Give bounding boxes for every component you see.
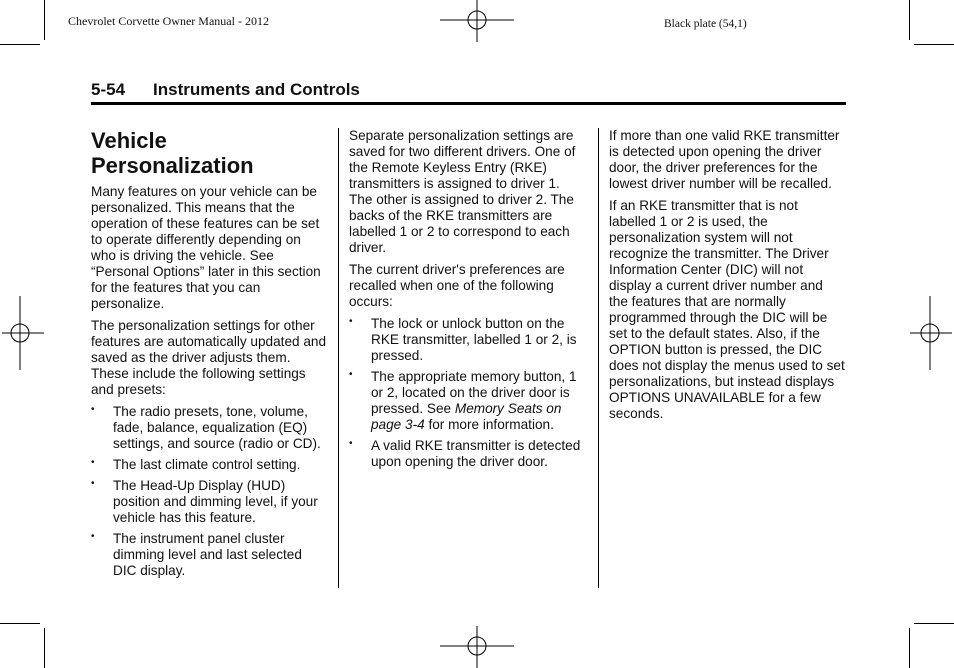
paragraph: The current driver's preferences are recalled when one of the following occurs: <box>349 262 565 309</box>
registration-mark-bottom-icon <box>440 624 516 668</box>
crop-mark-bottom-left-h <box>0 623 40 624</box>
list-item: • The last climate control setting. <box>91 457 327 473</box>
column-2 <box>349 128 585 476</box>
crop-mark-bottom-right-h <box>914 623 954 624</box>
manual-title-header: Chevrolet Corvette Owner Manual - 2012 <box>68 14 269 28</box>
registration-mark-left-icon <box>0 296 44 372</box>
column-1 <box>91 128 327 585</box>
crop-mark-bottom-right-v <box>909 628 910 668</box>
list-item-text: for more information. <box>424 417 554 432</box>
section-header <box>91 80 846 105</box>
crop-mark-top-left-v <box>44 0 45 40</box>
list-item: • The Head-Up Display (HUD) position and dimming level, if your vehicle has this feature. <box>91 478 327 526</box>
article-heading: Vehicle Personalization <box>91 128 254 178</box>
crop-mark-top-right-v <box>909 0 910 40</box>
list-item-text: The appropriate memory button, 1 or 2, located on the driver door is pressed. See <box>371 369 577 416</box>
page-number: 5-54 <box>91 80 126 99</box>
column-divider <box>598 128 599 588</box>
crop-mark-top-right-h <box>914 44 954 45</box>
bullet-list <box>91 404 327 579</box>
list-item: • A valid RKE transmitter is detected upon opening the driver door. <box>349 438 585 470</box>
list-item: • The lock or unlock button on the RKE transmitter, labelled 1 or 2, is pressed. <box>349 316 585 364</box>
cross-reference-link[interactable]: Memory Seats on page 3-4 <box>371 401 562 432</box>
column-3 <box>609 128 845 428</box>
bullet-list <box>349 316 585 470</box>
registration-mark-right-icon <box>910 296 954 372</box>
paragraph: If more than one valid RKE transmitter is detected upon opening the driver door, the driver preferences for the lowest driver number will be recalled. <box>609 128 840 191</box>
paragraph: Many features on your vehicle can be personalized. This means that the operation of these features can be set to operate differently depending on who is driving the vehicle. See “Personal Options” later in this section for the features that you can personalize. <box>91 184 321 311</box>
plate-label: Black plate (54,1) <box>664 18 747 30</box>
paragraph: If an RKE transmitter that is not labelled 1 or 2 is used, the personalization system will not recognize the transmitter. The Driver Information Center (DIC) will not display a current driver number and the features that are normally programmed through the DIC will be set to the default states. Also, if the OPTION button is pressed, the DIC does not display the menus used to set personalizations, but instead displays OPTIONS UNAVAILABLE for a few seconds. <box>609 198 845 421</box>
crop-mark-top-left-h <box>0 44 40 45</box>
column-divider <box>338 128 339 588</box>
paragraph: The personalization settings for other features are automatically updated and saved as the driver adjusts them. These include the following settings and presets: <box>91 318 327 397</box>
list-item <box>349 369 585 433</box>
crop-mark-bottom-left-v <box>44 628 45 668</box>
section-title: Instruments and Controls <box>153 80 360 99</box>
registration-mark-top-icon <box>440 0 516 44</box>
paragraph: Separate personalization settings are saved for two different drivers. One of the Remote Keyless Entry (RKE) transmitters is assigned to driver 1. The other is assigned to driver 2. The backs of the RKE transmitters are labelled 1 or 2 to correspond to each driver. <box>349 128 576 255</box>
list-item: • The radio presets, tone, volume, fade, balance, equalization (EQ) settings, and source (radio or CD). <box>91 404 327 452</box>
list-item: • The instrument panel cluster dimming level and last selected DIC display. <box>91 531 327 579</box>
